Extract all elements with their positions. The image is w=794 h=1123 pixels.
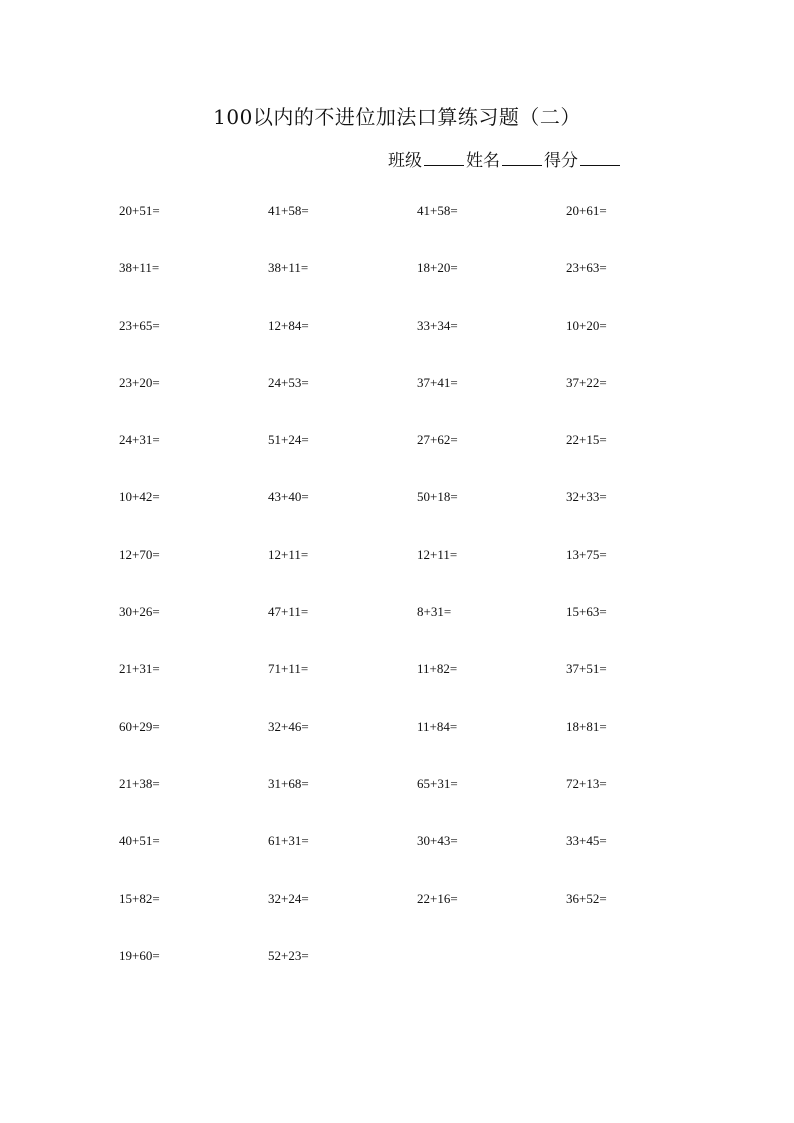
arithmetic-problem: 24+31=: [119, 432, 160, 448]
arithmetic-problem: 20+51=: [119, 203, 160, 218]
arithmetic-problem: 23+63=: [566, 260, 607, 276]
arithmetic-problem: 11+82=: [417, 661, 458, 677]
arithmetic-problem: 19+60=: [119, 947, 160, 963]
arithmetic-problem: 12+84=: [268, 317, 309, 333]
arithmetic-problem: 61+31=: [268, 833, 309, 849]
arithmetic-problem: 40+51=: [119, 833, 160, 849]
arithmetic-problem: 38+11=: [119, 260, 160, 276]
arithmetic-problem: 23+20=: [119, 374, 160, 390]
arithmetic-problem: 71+11=: [268, 661, 309, 677]
arithmetic-problem: 36+52=: [566, 890, 607, 906]
arithmetic-problem: 31+68=: [268, 775, 309, 791]
name-blank: [502, 147, 542, 166]
arithmetic-problem: 8+31=: [417, 604, 452, 620]
arithmetic-problem: 33+34=: [417, 317, 458, 333]
arithmetic-problem: 33+45=: [566, 833, 607, 849]
arithmetic-problem: 12+11=: [268, 546, 309, 562]
page-title: 100以内的不进位加法口算练习题（二）: [213, 105, 581, 129]
student-info-line: [388, 147, 622, 173]
arithmetic-problem: 23+65=: [119, 317, 160, 333]
arithmetic-problem: 10+20=: [566, 317, 607, 333]
arithmetic-problem: 51+24=: [268, 432, 309, 448]
arithmetic-problem: 12+11=: [417, 546, 458, 562]
arithmetic-problem: 65+31=: [417, 775, 458, 791]
arithmetic-problem: 18+81=: [566, 718, 607, 734]
arithmetic-problem: 30+43=: [417, 833, 458, 849]
arithmetic-problem: 12+70=: [119, 546, 160, 562]
arithmetic-problem: 72+13=: [566, 775, 607, 791]
arithmetic-problem: 21+31=: [119, 661, 160, 677]
arithmetic-problem: 13+75=: [566, 546, 607, 562]
arithmetic-problem: 24+53=: [268, 374, 309, 390]
arithmetic-problem: 20+61=: [566, 203, 607, 218]
arithmetic-problem: 50+18=: [417, 489, 458, 505]
arithmetic-problem: 15+63=: [566, 604, 607, 620]
arithmetic-problem: 21+38=: [119, 775, 160, 791]
arithmetic-problem: 37+22=: [566, 374, 607, 390]
arithmetic-problem: 11+84=: [417, 718, 458, 734]
arithmetic-problem: 10+42=: [119, 489, 160, 505]
arithmetic-problem: 52+23=: [268, 947, 309, 963]
arithmetic-problem: 32+24=: [268, 890, 309, 906]
arithmetic-problem: 41+58=: [417, 203, 458, 218]
arithmetic-problem: 27+62=: [417, 432, 458, 448]
problem-grid: [119, 203, 715, 1005]
name-label: 姓名: [466, 151, 500, 171]
arithmetic-problem: 37+51=: [566, 661, 607, 677]
arithmetic-problem: 30+26=: [119, 604, 160, 620]
score-label: 得分: [544, 151, 578, 171]
arithmetic-problem: 47+11=: [268, 604, 309, 620]
class-blank: [424, 147, 464, 166]
arithmetic-problem: 41+58=: [268, 203, 309, 218]
arithmetic-problem: 38+11=: [268, 260, 309, 276]
arithmetic-problem: 18+20=: [417, 260, 458, 276]
arithmetic-problem: 32+33=: [566, 489, 607, 505]
class-label: 班级: [388, 151, 422, 171]
arithmetic-problem: 37+41=: [417, 374, 458, 390]
arithmetic-problem: 22+16=: [417, 890, 458, 906]
arithmetic-problem: 60+29=: [119, 718, 160, 734]
arithmetic-problem: 32+46=: [268, 718, 309, 734]
score-blank: [580, 147, 620, 166]
arithmetic-problem: 15+82=: [119, 890, 160, 906]
arithmetic-problem: 43+40=: [268, 489, 309, 505]
arithmetic-problem: 22+15=: [566, 432, 607, 448]
